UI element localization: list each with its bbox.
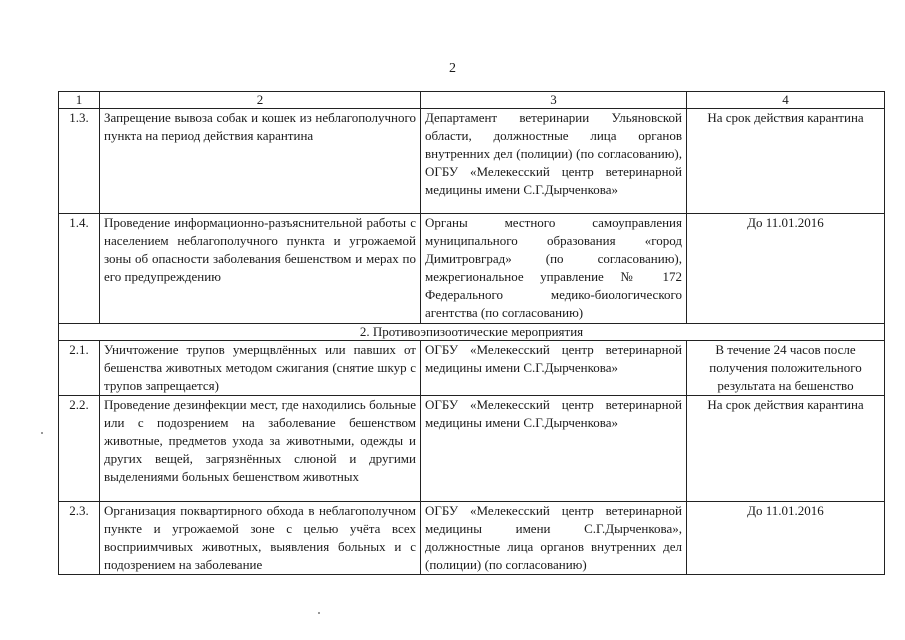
section-title: 2. Противоэпизоотические мероприятия <box>59 324 885 341</box>
executor-cell: Департамент ветеринарии Ульяновской области, должностные лица органов внутренних дел (полиции) (по согласованию), ОГБУ «Мелекесский центр ветеринарной медицины имени С.Г.Дырченкова» <box>421 109 687 214</box>
row-number: 1.3. <box>59 109 100 214</box>
column-header: 2 <box>100 92 421 109</box>
executor-cell: ОГБУ «Мелекесский центр ветеринарной медицины имени С.Г.Дырченкова» <box>421 341 687 396</box>
scan-speck <box>41 432 43 434</box>
section-row <box>59 324 885 341</box>
measures-table <box>58 91 885 575</box>
deadline-cell: В течение 24 часов после получения положительного результата на бешенство <box>687 341 885 396</box>
deadline-cell: На срок действия карантина <box>687 109 885 214</box>
row-number: 2.3. <box>59 502 100 575</box>
table-row <box>59 396 885 502</box>
executor-cell: ОГБУ «Мелекесский центр ветеринарной медицины имени С.Г.Дырченкова» <box>421 396 687 502</box>
table-row <box>59 214 885 324</box>
column-header: 1 <box>59 92 100 109</box>
scan-speck <box>318 612 320 614</box>
table-row <box>59 341 885 396</box>
column-header: 4 <box>687 92 885 109</box>
column-header: 3 <box>421 92 687 109</box>
deadline-cell: На срок действия карантина <box>687 396 885 502</box>
measure-cell: Уничтожение трупов умерщвлённых или павших от бешенства животных методом сжигания (снятие шкур с трупов запрещается) <box>100 341 421 396</box>
table-row <box>59 109 885 214</box>
page-number: 2 <box>449 61 456 76</box>
executor-cell: Органы местного самоуправления муниципального образования «город Димитровград» (по согласованию), межрегиональное управление № 172 Федерального медико-биологического агентства (по согласованию) <box>421 214 687 324</box>
executor-cell: ОГБУ «Мелекесский центр ветеринарной медицины имени С.Г.Дырченкова», должностные лица органов внутренних дел (полиции) (по согласованию) <box>421 502 687 575</box>
deadline-cell: До 11.01.2016 <box>687 502 885 575</box>
row-number: 2.1. <box>59 341 100 396</box>
row-number: 2.2. <box>59 396 100 502</box>
table-row <box>59 502 885 575</box>
measure-cell: Запрещение вывоза собак и кошек из неблагополучного пункта на период действия карантина <box>100 109 421 214</box>
measure-cell: Проведение дезинфекции мест, где находились больные или с подозрением на заболевание бешенством животные, предметов ухода за животными, одежды и других вещей, загрязнённых слюной и другими выделениями больных бешенством животных <box>100 396 421 502</box>
measure-cell: Организация поквартирного обхода в неблагополучном пункте и угрожаемой зоне с целью учёта всех восприимчивых животных, выявления больных и с подозрением на заболевание <box>100 502 421 575</box>
deadline-cell: До 11.01.2016 <box>687 214 885 324</box>
measure-cell: Проведение информационно-разъяснительной работы с населением неблагополучного пункта и угрожаемой зоны об опасности заболевания бешенством и мерах по его предупреждению <box>100 214 421 324</box>
table-header-row <box>59 92 885 109</box>
row-number: 1.4. <box>59 214 100 324</box>
